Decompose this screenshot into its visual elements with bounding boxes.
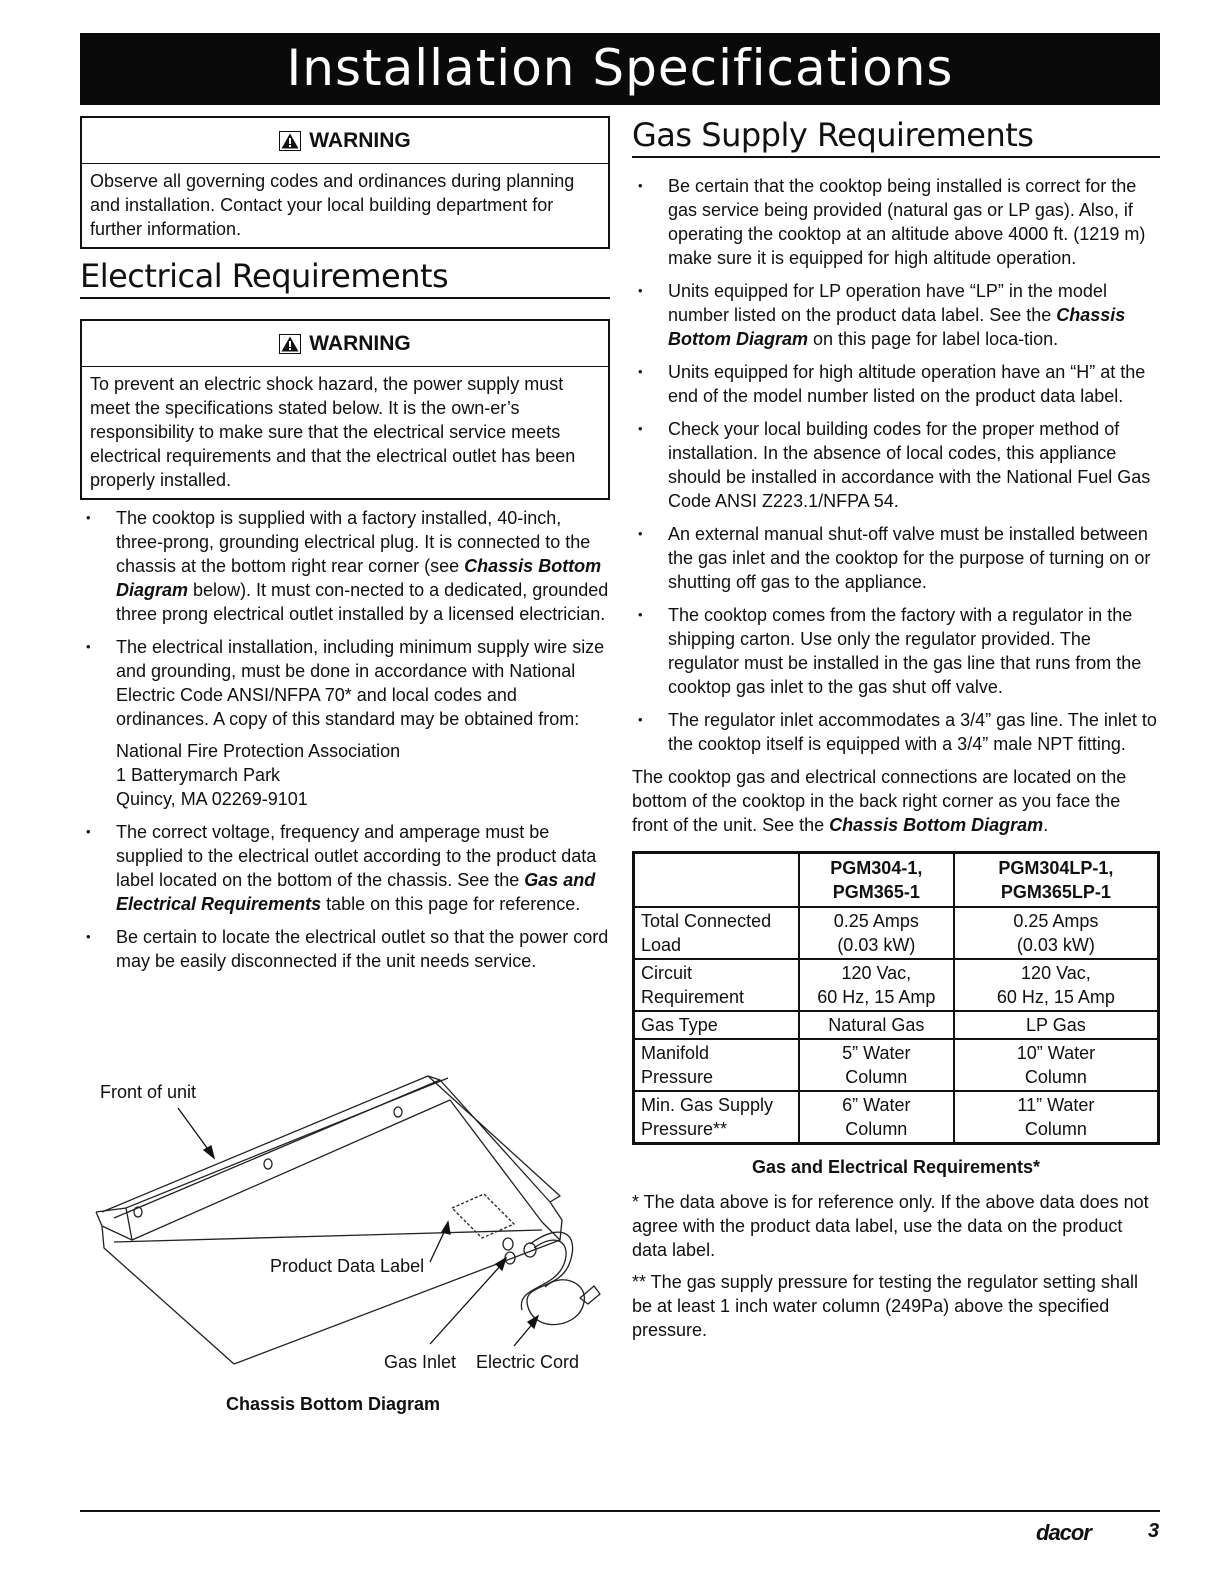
table-row [634,1091,1159,1144]
row-label: Total Connected Load [634,907,799,959]
list-item: • An external manual shut-off valve must be installed between the gas inlet and the cooktop for the purpose of turning on or shutting off gas to the appliance. [632,522,1160,594]
list-item: • Units equipped for LP operation have “LP” in the model number listed on the product data label. See the Chassis Bottom Diagram on this page for label loca-tion. [632,279,1160,351]
table-cell: 120 Vac, 60 Hz, 15 Amp [799,959,954,1011]
column-header: PGM304LP-1, PGM365LP-1 [954,853,1159,908]
list-item: • Be certain that the cooktop being installed is correct for the gas service being provided (natural gas or LP gas). Also, if operating the cooktop at an altitude above 4000 ft. (1219 m) make sure it is equipped for high altitude operation. [632,174,1160,270]
warning-triangle-icon [279,131,301,151]
warning-header [82,118,608,164]
row-label: Min. Gas Supply Pressure** [634,1091,799,1144]
table-cell: 5” Water Column [799,1039,954,1091]
column-header: PGM304-1, PGM365-1 [799,853,954,908]
table-corner-cell [634,853,799,908]
table-cell: 0.25 Amps (0.03 kW) [954,907,1159,959]
footnote-pressure: ** The gas supply pressure for testing the regulator setting shall be at least 1 inch water column (249Pa) above the specified pressure. [632,1272,1138,1340]
table-cell: 11” Water Column [954,1091,1159,1144]
gas-electrical-requirements-table [632,851,1160,1145]
list-item: • Be certain to locate the electrical outlet so that the power cord may be easily disconnected if the unit needs service. [80,925,610,973]
front-of-unit-label: Front of unit [100,1082,197,1102]
table-row [634,1011,1159,1039]
list-item: • The electrical installation, including minimum supply wire size and grounding, must be done in accordance with National Electric Code ANSI/NFPA 70* and local codes and ordinances. A copy of this standard may be obtained from: National Fire Protection Association 1 Batterymarch Park Quincy, MA 02269-9101 [80,635,610,811]
product-data-label-callout: Product Data Label [270,1256,425,1276]
table-caption: Gas and Electrical Requirements* [751,1157,1041,1177]
chassis-diagram-reference: Chassis Bottom Diagram [829,815,1044,835]
chassis-diagram-reference: Chassis Bottom Diagram [668,305,1126,349]
table-row [634,907,1159,959]
list-item: • The cooktop is supplied with a factory installed, 40-inch, three-prong, grounding electrical plug. It is connected to the chassis at the bottom right rear corner (see Chassis Bottom Diagram below). It must con-nected to a dedicated, grounded three prong electrical outlet installed by a licensed electrician. [80,506,610,626]
chassis-diagram-reference: Chassis Bottom Diagram [116,556,602,600]
gas-inlet-callout: Gas Inlet [384,1352,457,1372]
chassis-illustration [90,1072,610,1432]
table-cell: 10” Water Column [954,1039,1159,1091]
table-header-row [634,853,1159,908]
table-cell: 6” Water Column [799,1091,954,1144]
table-cell: 120 Vac, 60 Hz, 15 Amp [954,959,1159,1011]
table-row [634,959,1159,1011]
left-column [80,116,610,982]
electric-cord-callout: Electric Cord [476,1352,580,1372]
warning-label: WARNING [309,128,411,152]
page-title: Installation Specifications [80,33,1160,105]
footnote-reference: * The data above is for reference only. If the above data does not agree with the product data label, use the data on the product data label. [632,1192,1149,1260]
row-label: Circuit Requirement [634,959,799,1011]
list-item: • The cooktop comes from the factory with a regulator in the shipping carton. Use only the regulator provided. The regulator must be installed in the gas line that runs from the cooktop gas inlet to the gas shut off valve. [632,603,1160,699]
list-item: • The regulator inlet accommodates a 3/4” gas line. The inlet to the cooktop itself is equipped with a 3/4” male NPT fitting. [632,708,1160,756]
warning-text: Observe all governing codes and ordinances during planning and installation. Contact your local building department for further information. [90,171,575,239]
right-column [632,116,1160,1342]
table-cell: 0.25 Amps (0.03 kW) [799,907,954,959]
list-item: • The correct voltage, frequency and amperage must be supplied to the electrical outlet according to the product data label located on the bottom of the chassis. See the Gas and Electrical Requirements table on this page for reference. [80,820,610,916]
warning-box-electrical [80,319,610,500]
dacor-logo: dacor [1036,1520,1091,1545]
warning-triangle-icon [279,334,301,354]
diagram-caption: Chassis Bottom Diagram [226,1394,441,1414]
row-label: Manifold Pressure [634,1039,799,1091]
row-label: Gas Type [634,1011,799,1039]
nfpa-address: National Fire Protection Association 1 Batterymarch Park Quincy, MA 02269-9101 [116,741,401,809]
warning-text: To prevent an electric shock hazard, the power supply must meet the specifications stated below. It is the own-er’s responsibility to make sure that the electrical service meets electrical requirements and that the electrical outlet has been properly installed. [90,374,576,490]
electrical-bullet-list [80,506,610,973]
gas-supply-requirements-heading: Gas Supply Requirements [632,116,1160,158]
warning-label: WARNING [309,331,411,355]
requirements-table-reference: Gas and Electrical Requirements [116,870,596,914]
table-cell: LP Gas [954,1011,1159,1039]
table-row [634,1039,1159,1091]
chassis-bottom-diagram [90,1072,610,1432]
table-cell: Natural Gas [799,1011,954,1039]
list-item: • Check your local building codes for the proper method of installation. In the absence of local codes, this appliance should be installed in accordance with the National Fuel Gas Code ANSI Z223.1/NFPA 54. [632,417,1160,513]
footer-divider [80,1510,1160,1512]
electrical-requirements-heading: Electrical Requirements [80,257,610,299]
warning-header [82,321,608,367]
gas-bullet-list [632,174,1160,756]
warning-box-general [80,116,610,249]
list-item: • Units equipped for high altitude operation have an “H” at the end of the model number listed on the product data label. [632,360,1160,408]
connections-paragraph: The cooktop gas and electrical connections are located on the bottom of the cooktop in the back right corner as you face the front of the unit. See the Chassis Bottom Diagram. [632,767,1127,835]
page-number: 3 [1148,1520,1160,1542]
